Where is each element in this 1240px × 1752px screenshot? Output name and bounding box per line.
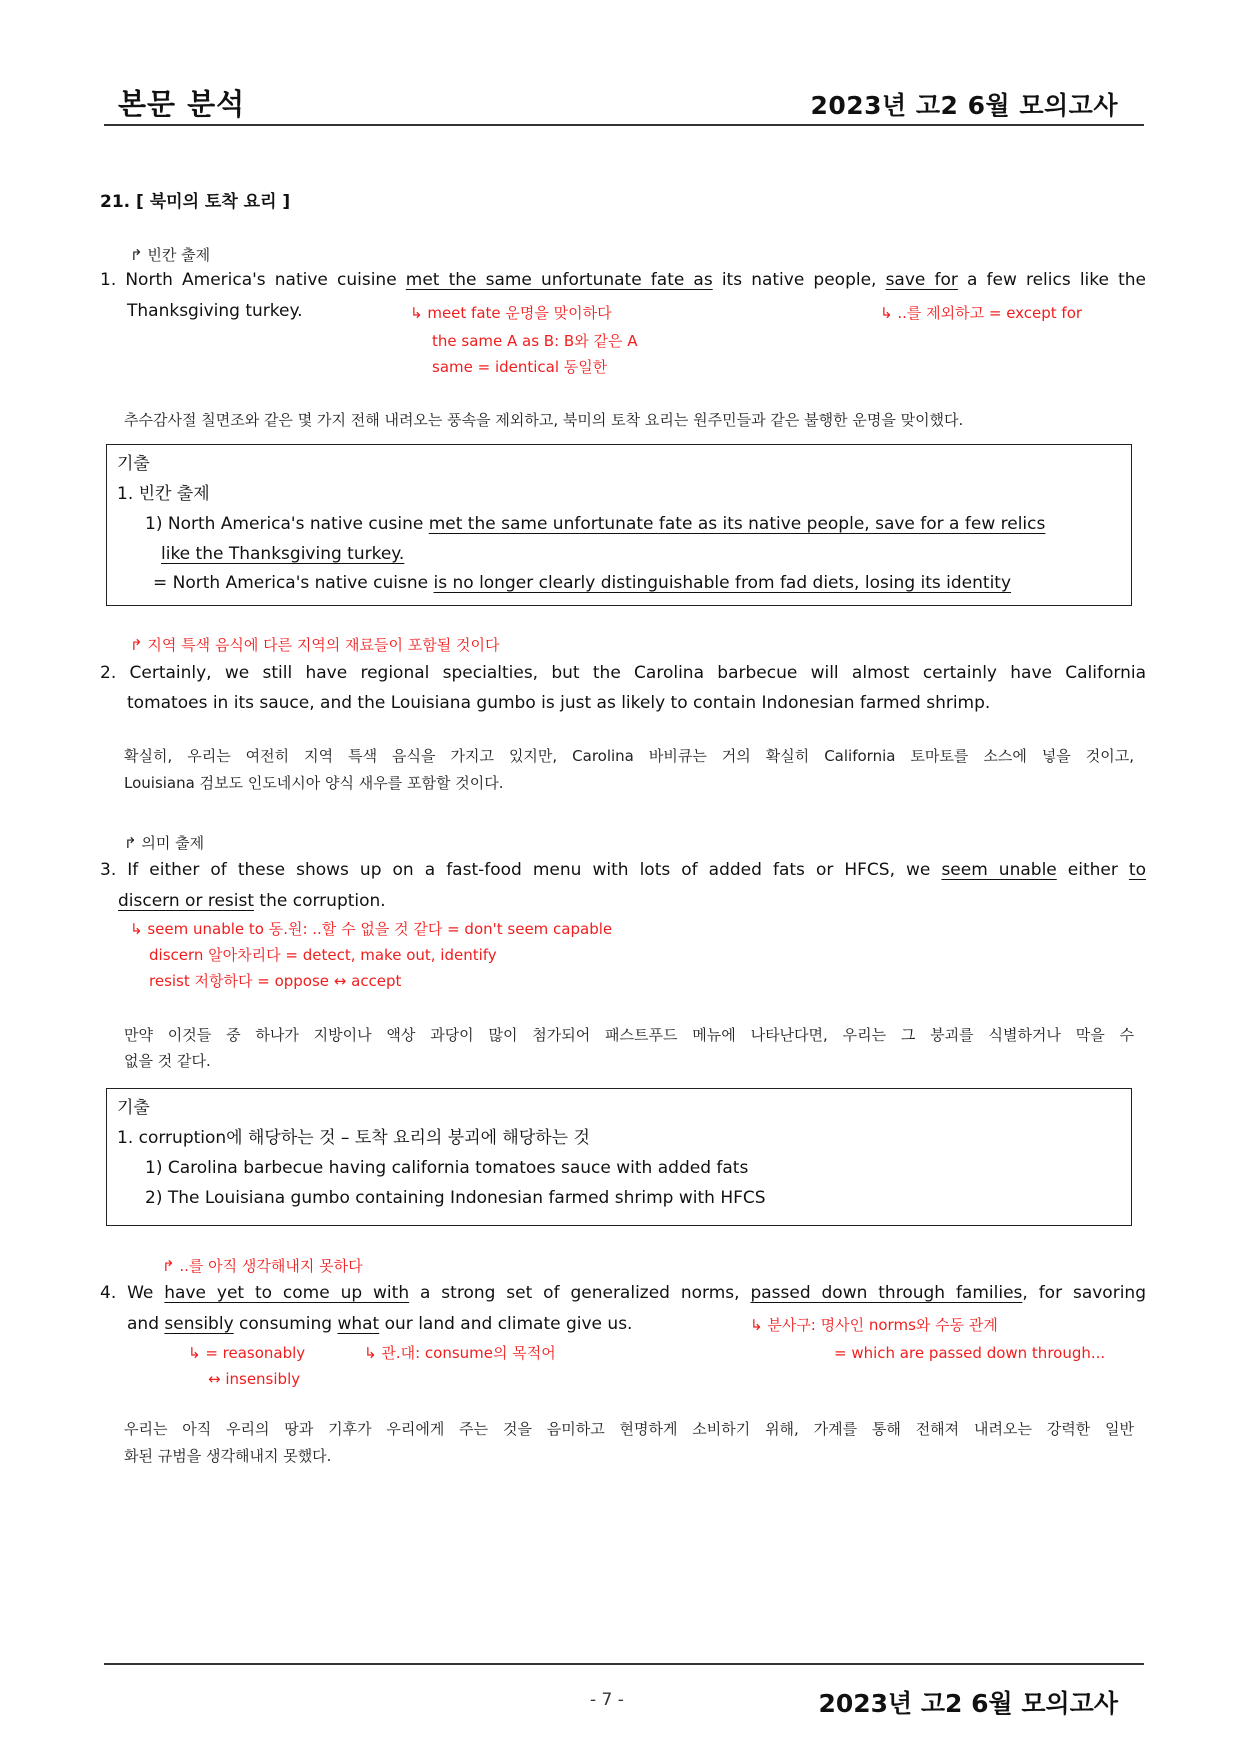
past-exam-box xyxy=(106,1088,1132,1226)
underlined-phrase: met the same unfortunate fate as xyxy=(405,270,713,290)
question-type-label: ↱ 지역 특색 음식에 다른 지역의 재료들이 포함될 것이다 xyxy=(130,636,500,654)
question-type-label: ↱ ..를 아직 생각해내지 못하다 xyxy=(162,1257,363,1275)
footer-divider xyxy=(104,1663,1144,1665)
annotation: = which are passed down through... xyxy=(834,1344,1106,1362)
underlined-phrase: what xyxy=(337,1314,380,1334)
box-line: = North America's native cuisne is no longer clearly distinguishable from fad diets, losing its identity xyxy=(153,573,1012,593)
underlined-phrase: passed down through families xyxy=(750,1283,1023,1303)
annotation: ↳ = reasonably xyxy=(188,1344,306,1362)
translation: 우리는 아직 우리의 땅과 기후가 우리에게 주는 것을 음미하고 현명하게 소비하기 위해, 가계를 통해 전해져 내려오는 강력한 일반 xyxy=(124,1420,1134,1438)
annotation: ↳ 분사구: 명사인 norms와 수동 관계 xyxy=(750,1316,998,1334)
sentence-3-line-2: discern or resist the corruption. xyxy=(118,891,386,911)
underlined-phrase: have yet to come up with xyxy=(164,1283,410,1303)
box-title: 기출 xyxy=(117,1098,150,1118)
box-line: 1) North America's native cusine met the same unfortunate fate as its native people, save for a few relics xyxy=(145,514,1046,534)
annotation: ↳ ..를 제외하고 = except for xyxy=(880,304,1083,322)
box-heading: 1. corruption에 해당하는 것 – 토착 요리의 붕괴에 해당하는 것 xyxy=(117,1128,590,1148)
page-number: - 7 - xyxy=(590,1690,624,1710)
annotation: discern 알아차리다 = detect, make out, identify xyxy=(149,946,497,964)
past-exam-box xyxy=(106,444,1132,606)
annotation: ↳ 관.대: consume의 목적어 xyxy=(364,1344,556,1362)
sentence-4-line-2: and sensibly consuming what our land and climate give us. xyxy=(127,1314,633,1334)
annotation: ↳ meet fate 운명을 맞이하다 xyxy=(410,304,612,322)
question-type-label: ↱ 의미 출제 xyxy=(124,834,205,852)
annotation: ↳ seem unable to 동.원: ..할 수 없을 것 같다 = don't seem capable xyxy=(130,920,613,938)
underlined-phrase: to xyxy=(1128,860,1146,880)
sentence-1-line-1: 1. North America's native cuisine met the same unfortunate fate as its native people, save for a few relics like the xyxy=(100,270,1146,290)
sentence-1-line-2: Thanksgiving turkey. xyxy=(127,301,303,321)
section-title: 21. [ 북미의 토착 요리 ] xyxy=(100,192,291,212)
annotation: same = identical 동일한 xyxy=(432,358,608,376)
underlined-phrase: sensibly xyxy=(164,1314,234,1334)
header-divider xyxy=(104,124,1144,126)
annotation: ↔ insensibly xyxy=(208,1370,301,1388)
underlined-phrase: save for xyxy=(885,270,958,290)
annotation: resist 저항하다 = oppose ↔ accept xyxy=(149,972,402,990)
translation: 확실히, 우리는 여전히 지역 특색 음식을 가지고 있지만, Carolina 바비큐는 거의 확실히 California 토마토를 소스에 넣을 것이고, xyxy=(124,747,1134,765)
question-type-label: ↱ 빈칸 출제 xyxy=(130,246,211,264)
translation: Louisiana 검보도 인도네시아 양식 새우를 포함할 것이다. xyxy=(124,774,504,792)
footer-exam-title: 2023년 고2 6월 모의고사 xyxy=(818,1689,1118,1718)
translation: 만약 이것들 중 하나가 지방이나 액상 과당이 많이 첨가되어 패스트푸드 메뉴에 나타난다면, 우리는 그 붕괴를 식별하거나 막을 수 xyxy=(124,1026,1134,1044)
box-title: 기출 xyxy=(117,454,150,474)
box-line: 2) The Louisiana gumbo containing Indonesian farmed shrimp with HFCS xyxy=(145,1188,766,1208)
box-line: like the Thanksgiving turkey. xyxy=(161,544,405,564)
sentence-3-line-1: 3. If either of these shows up on a fast-food menu with lots of added fats or HFCS, we seem unable either to xyxy=(100,860,1146,880)
box-heading: 1. 빈칸 출제 xyxy=(117,484,210,504)
sentence-2-line-2: tomatoes in its sauce, and the Louisiana gumbo is just as likely to contain Indonesian farmed shrimp. xyxy=(127,693,991,713)
underlined-phrase: seem unable xyxy=(941,860,1057,880)
translation: 없을 것 같다. xyxy=(124,1052,211,1070)
translation: 추수감사절 칠면조와 같은 몇 가지 전해 내려오는 풍속을 제외하고, 북미의 토착 요리는 원주민들과 같은 불행한 운명을 맞이했다. xyxy=(124,411,964,429)
exam-title: 2023년 고2 6월 모의고사 xyxy=(810,91,1118,120)
sentence-4-line-1: 4. We have yet to come up with a strong set of generalized norms, passed down through families, for savoring xyxy=(100,1283,1146,1303)
underlined-phrase: discern or resist xyxy=(118,891,255,911)
sentence-2-line-1: 2. Certainly, we still have regional specialties, but the Carolina barbecue will almost certainly have California xyxy=(100,663,1146,683)
annotation: the same A as B: B와 같은 A xyxy=(432,332,638,350)
box-line: 1) Carolina barbecue having california tomatoes sauce with added fats xyxy=(145,1158,749,1178)
page-title: 본문 분석 xyxy=(118,87,246,121)
translation: 화된 규범을 생각해내지 못했다. xyxy=(124,1447,332,1465)
